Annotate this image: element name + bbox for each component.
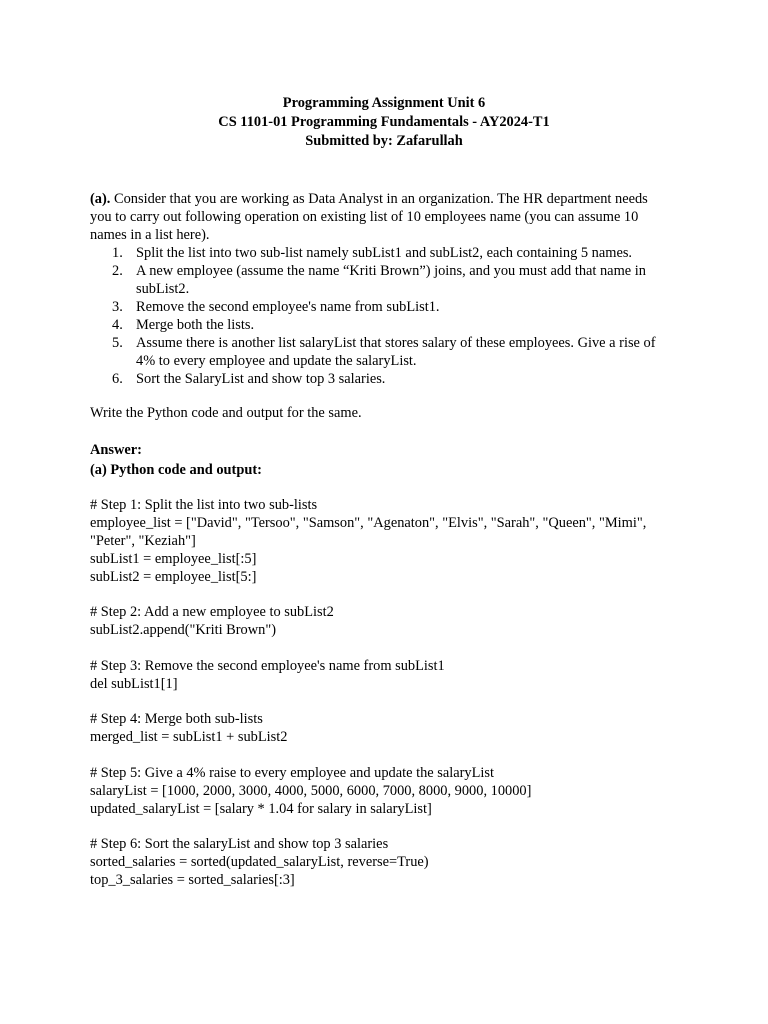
code-line: subList2.append("Kriti Brown") <box>90 622 277 638</box>
task-item <box>90 244 690 262</box>
code-line: employee_list = ["David", "Tersoo", "Samson", "Agenaton", "Elvis", "Sarah", "Queen", "Mimi", <box>90 515 647 531</box>
question-label: (a). <box>90 191 111 207</box>
task-item <box>90 370 690 388</box>
code-line: salaryList = [1000, 2000, 3000, 4000, 5000, 6000, 7000, 8000, 9000, 10000] <box>90 783 532 799</box>
code-step-4 <box>90 710 690 746</box>
answer-label: Answer: <box>90 442 142 458</box>
code-line: subList1 = employee_list[:5] <box>90 551 257 567</box>
task-list <box>90 244 690 388</box>
code-step-1 <box>90 496 690 586</box>
code-line: updated_salaryList = [salary * 1.04 for salary in salaryList] <box>90 801 432 817</box>
code-line: del subList1[1] <box>90 676 178 692</box>
question-intro <box>90 190 650 244</box>
task-item <box>90 262 690 298</box>
code-comment: # Step 5: Give a 4% raise to every employee and update the salaryList <box>90 765 495 781</box>
code-line: subList2 = employee_list[5:] <box>90 569 257 585</box>
task-text: A new employee (assume the name “Kriti Brown”) joins, and you must add that name in subList2. <box>136 263 646 297</box>
task-number: 3. <box>112 299 123 315</box>
task-number: 1. <box>112 245 123 261</box>
task-item <box>90 316 690 334</box>
code-line: sorted_salaries = sorted(updated_salaryList, reverse=True) <box>90 854 429 870</box>
task-text: Merge both the lists. <box>136 317 255 333</box>
answer-subheading: (a) Python code and output: <box>90 462 262 478</box>
task-text: Assume there is another list salaryList that stores salary of these employees. Give a rise of 4% to every employee and update the salaryList. <box>136 335 656 369</box>
code-step-2 <box>90 603 690 639</box>
code-comment: # Step 4: Merge both sub-lists <box>90 711 263 727</box>
code-line: merged_list = subList1 + subList2 <box>90 729 288 745</box>
code-step-5 <box>90 764 690 818</box>
question-closing: Write the Python code and output for the same. <box>90 405 362 421</box>
code-step-6 <box>90 835 690 889</box>
code-comment: # Step 2: Add a new employee to subList2 <box>90 604 334 620</box>
course-title: CS 1101-01 Programming Fundamentals - AY2024-T1 <box>218 114 550 130</box>
question-intro-text: Consider that you are working as Data Analyst in an organization. The HR department needs you to carry out following operation on existing list of 10 employees name (you can assume 10 names in a list here). <box>90 191 648 243</box>
task-item <box>90 334 690 370</box>
code-line: "Peter", "Keziah"] <box>90 533 196 549</box>
assignment-title: Programming Assignment Unit 6 <box>282 95 486 111</box>
task-number: 6. <box>112 371 123 387</box>
submitted-by: Submitted by: Zafarullah <box>305 133 463 149</box>
task-number: 5. <box>112 335 123 351</box>
task-item <box>90 298 690 316</box>
document-header <box>0 94 768 151</box>
code-line: top_3_salaries = sorted_salaries[:3] <box>90 872 295 888</box>
code-step-3 <box>90 657 690 693</box>
task-text: Split the list into two sub-list namely subList1 and subList2, each containing 5 names. <box>136 245 633 261</box>
task-number: 2. <box>112 263 123 279</box>
code-comment: # Step 6: Sort the salaryList and show top 3 salaries <box>90 836 389 852</box>
task-text: Sort the SalaryList and show top 3 salaries. <box>136 371 386 387</box>
code-comment: # Step 1: Split the list into two sub-lists <box>90 497 318 513</box>
task-text: Remove the second employee's name from subList1. <box>136 299 440 315</box>
task-number: 4. <box>112 317 123 333</box>
code-comment: # Step 3: Remove the second employee's name from subList1 <box>90 658 445 674</box>
